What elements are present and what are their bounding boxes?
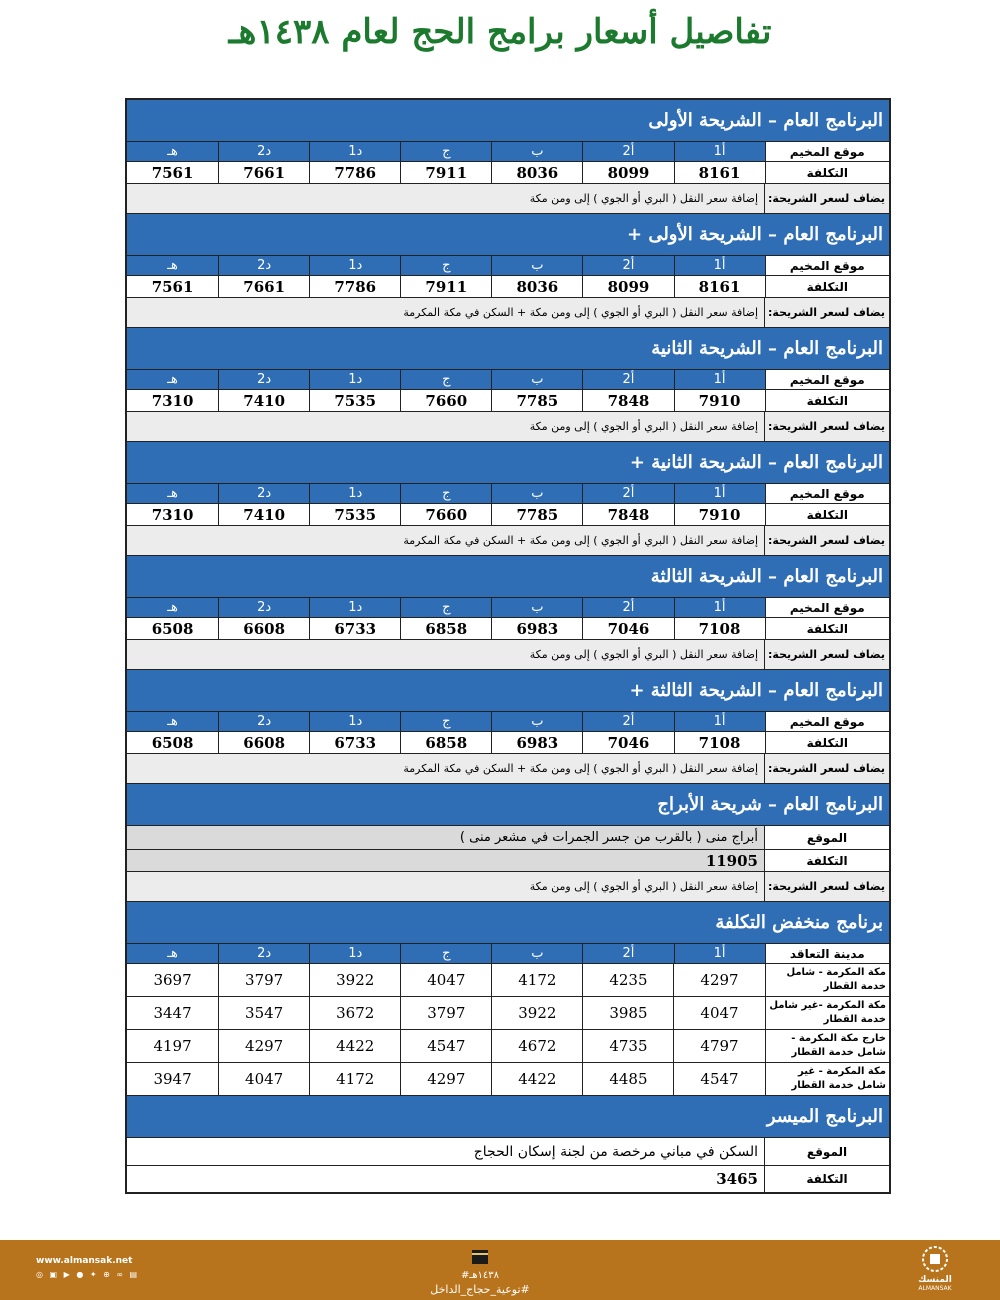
section-title: البرنامج العام – الشريحة الأولى bbox=[127, 100, 889, 142]
lowcost-value: 4235 bbox=[582, 964, 673, 996]
cost-value: 7785 bbox=[491, 390, 582, 411]
price-table bbox=[125, 98, 891, 1194]
kaaba-icon bbox=[468, 1246, 492, 1266]
category-7: هـ bbox=[167, 600, 178, 615]
contract-city-label: مكة المكرمة -غير شامل خدمة القطار bbox=[765, 997, 889, 1029]
cost-label: التكلفة bbox=[765, 276, 889, 297]
note-row bbox=[127, 640, 889, 670]
lowcost-value: 3922 bbox=[309, 964, 400, 996]
cost-value: 7561 bbox=[151, 278, 194, 296]
cost-label: التكلفة bbox=[765, 504, 889, 525]
note-text: إضافة سعر النقل ( البري أو الجوي ) إلى ومن مكة + السكن في مكة المكرمة bbox=[403, 534, 758, 547]
lowcost-row bbox=[127, 1030, 889, 1063]
cost-row bbox=[127, 390, 889, 412]
section-title: البرنامج العام – شريحة الأبراج bbox=[127, 784, 889, 826]
lowcost-value: 4422 bbox=[491, 1063, 582, 1095]
category-6: د2 bbox=[218, 142, 309, 161]
contract-city-label: خارج مكة المكرمة - شامل خدمة القطار bbox=[765, 1030, 889, 1062]
lowcost-value: 4422 bbox=[309, 1030, 400, 1062]
cost-value: 7046 bbox=[582, 732, 673, 753]
cost-value: 7910 bbox=[674, 504, 765, 525]
cost-value: 7910 bbox=[674, 390, 765, 411]
note-text: إضافة سعر النقل ( البري أو الجوي ) إلى ومن مكة bbox=[529, 192, 758, 205]
section-title: البرنامج العام – الشريحة الثانية + bbox=[127, 442, 889, 484]
cost-row bbox=[127, 618, 889, 640]
note-row bbox=[127, 298, 889, 328]
page-title: تفاصيل أسعار برامج الحج لعام ١٤٣٨هـ bbox=[228, 12, 772, 52]
note-row bbox=[127, 412, 889, 442]
cost-value: 7661 bbox=[218, 162, 309, 183]
category-2: أ2 bbox=[582, 256, 673, 275]
cost-value: 6608 bbox=[218, 618, 309, 639]
note-text: إضافة سعر النقل ( البري أو الجوي ) إلى ومن مكة + السكن في مكة المكرمة bbox=[403, 306, 758, 319]
cost-value: 7310 bbox=[151, 392, 194, 410]
camp-location-label: موقع المخيم bbox=[765, 142, 889, 161]
cost-value: 8161 bbox=[674, 162, 765, 183]
cost-value: 7786 bbox=[309, 276, 400, 297]
category-1: أ1 bbox=[674, 142, 765, 161]
social-icons[interactable]: ◎ ▣ ▶ ● ✦ ⊕ ∞ ▤ bbox=[36, 1270, 140, 1279]
category-4: ج bbox=[400, 370, 491, 389]
cost-value: 6608 bbox=[218, 732, 309, 753]
cost-value: 6733 bbox=[309, 618, 400, 639]
lowcost-value: 4485 bbox=[582, 1063, 673, 1095]
category-5: د1 bbox=[309, 598, 400, 617]
cost-row bbox=[127, 504, 889, 526]
added-label: يضاف لسعر الشريحة: bbox=[764, 754, 889, 783]
cost-value: 6858 bbox=[400, 618, 491, 639]
cost-value: 7535 bbox=[309, 504, 400, 525]
location-label: الموقع bbox=[764, 1138, 889, 1165]
added-label: يضاف لسعر الشريحة: bbox=[764, 640, 889, 669]
note-row bbox=[127, 526, 889, 556]
cost-value: 8099 bbox=[582, 162, 673, 183]
section-title: برنامج منخفض التكلفة bbox=[127, 902, 889, 944]
category-6: د2 bbox=[218, 598, 309, 617]
cost-value: 6983 bbox=[491, 732, 582, 753]
cost-value: 6508 bbox=[151, 620, 194, 638]
lowcost-value: 4172 bbox=[491, 964, 582, 996]
category-header-row bbox=[127, 944, 889, 964]
added-label: يضاف لسعر الشريحة: bbox=[764, 412, 889, 441]
category-7: هـ bbox=[167, 486, 178, 501]
note-text: إضافة سعر النقل ( البري أو الجوي ) إلى ومن مكة + السكن في مكة المكرمة bbox=[403, 762, 758, 775]
footer-bar bbox=[0, 1240, 1000, 1300]
note-row bbox=[127, 754, 889, 784]
cost-label: التكلفة bbox=[765, 162, 889, 183]
cost-label: التكلفة bbox=[764, 850, 889, 871]
lowcost-value: 3672 bbox=[309, 997, 400, 1029]
almansak-logo bbox=[910, 1244, 960, 1292]
cost-value: 7660 bbox=[400, 390, 491, 411]
lowcost-value: 3447 bbox=[153, 1004, 192, 1022]
cost-value: 6733 bbox=[309, 732, 400, 753]
cost-label: التكلفة bbox=[765, 732, 889, 753]
cost-label: التكلفة bbox=[765, 618, 889, 639]
note-row bbox=[127, 872, 889, 902]
cost-row bbox=[127, 162, 889, 184]
category-header-row bbox=[127, 256, 889, 276]
cost-value: 7535 bbox=[309, 390, 400, 411]
category-3: ب bbox=[491, 370, 582, 389]
note-text: إضافة سعر النقل ( البري أو الجوي ) إلى ومن مكة bbox=[529, 648, 758, 661]
category-4: ج bbox=[400, 712, 491, 731]
lowcost-value: 3947 bbox=[153, 1070, 192, 1088]
camp-location-label: مدينة التعاقد bbox=[765, 944, 889, 963]
added-label: يضاف لسعر الشريحة: bbox=[764, 526, 889, 555]
category-3: ب bbox=[491, 598, 582, 617]
category-4: ج bbox=[400, 944, 491, 963]
category-1: أ1 bbox=[674, 484, 765, 503]
lowcost-value: 4297 bbox=[400, 1063, 491, 1095]
lowcost-value: 3697 bbox=[153, 971, 192, 989]
cost-row bbox=[127, 1166, 889, 1192]
category-header-row bbox=[127, 598, 889, 618]
camp-location-label: موقع المخيم bbox=[765, 598, 889, 617]
category-3: ب bbox=[491, 944, 582, 963]
category-header-row bbox=[127, 712, 889, 732]
lowcost-value: 4297 bbox=[673, 964, 764, 996]
lowcost-value: 3797 bbox=[400, 997, 491, 1029]
cost-value: 7785 bbox=[491, 504, 582, 525]
category-2: أ2 bbox=[582, 142, 673, 161]
category-1: أ1 bbox=[674, 712, 765, 731]
cost-value: 6858 bbox=[400, 732, 491, 753]
cost-value: 3465 bbox=[716, 1170, 758, 1188]
category-6: د2 bbox=[218, 256, 309, 275]
category-7: هـ bbox=[167, 144, 178, 159]
lowcost-value: 4172 bbox=[309, 1063, 400, 1095]
cost-label: التكلفة bbox=[765, 390, 889, 411]
cost-label: التكلفة bbox=[764, 1166, 889, 1192]
category-6: د2 bbox=[218, 484, 309, 503]
category-4: ج bbox=[400, 598, 491, 617]
camp-location-label: موقع المخيم bbox=[765, 712, 889, 731]
cost-value: 7911 bbox=[400, 162, 491, 183]
category-3: ب bbox=[491, 484, 582, 503]
lowcost-value: 4047 bbox=[218, 1063, 309, 1095]
category-2: أ2 bbox=[582, 598, 673, 617]
category-1: أ1 bbox=[674, 598, 765, 617]
lowcost-row bbox=[127, 997, 889, 1030]
category-5: د1 bbox=[309, 142, 400, 161]
category-4: ج bbox=[400, 484, 491, 503]
category-2: أ2 bbox=[582, 712, 673, 731]
category-7: هـ bbox=[167, 946, 178, 961]
category-header-row bbox=[127, 484, 889, 504]
cost-value: 7661 bbox=[218, 276, 309, 297]
cost-value: 6983 bbox=[491, 618, 582, 639]
cost-value: 7108 bbox=[674, 732, 765, 753]
awareness-hashtag: #توعية_حجاج_الداخل bbox=[430, 1283, 530, 1296]
category-7: هـ bbox=[167, 258, 178, 273]
section-title: البرنامج العام – الشريحة الثانية bbox=[127, 328, 889, 370]
cost-value: 8161 bbox=[674, 276, 765, 297]
cost-value: 7848 bbox=[582, 504, 673, 525]
note-text: إضافة سعر النقل ( البري أو الجوي ) إلى ومن مكة bbox=[529, 420, 758, 433]
added-label: يضاف لسعر الشريحة: bbox=[764, 872, 889, 901]
lowcost-value: 4797 bbox=[673, 1030, 764, 1062]
cost-value: 7410 bbox=[218, 504, 309, 525]
location-value: السكن في مباني مرخصة من لجنة إسكان الحجاج bbox=[473, 1144, 758, 1160]
logo-text: المنسك bbox=[918, 1275, 952, 1285]
lowcost-value: 4547 bbox=[400, 1030, 491, 1062]
section-title: البرنامج الميسر bbox=[127, 1096, 889, 1138]
note-row bbox=[127, 184, 889, 214]
section-title: البرنامج العام – الشريحة الأولى + bbox=[127, 214, 889, 256]
cost-value: 7310 bbox=[151, 506, 194, 524]
category-1: أ1 bbox=[674, 370, 765, 389]
category-3: ب bbox=[491, 256, 582, 275]
category-header-row bbox=[127, 142, 889, 162]
cost-value: 11905 bbox=[127, 850, 764, 871]
cost-value: 7660 bbox=[400, 504, 491, 525]
category-5: د1 bbox=[309, 256, 400, 275]
camp-location-label: موقع المخيم bbox=[765, 256, 889, 275]
cost-value: 7911 bbox=[400, 276, 491, 297]
category-4: ج bbox=[400, 256, 491, 275]
category-2: أ2 bbox=[582, 484, 673, 503]
cost-value: 8036 bbox=[491, 162, 582, 183]
lowcost-row bbox=[127, 1063, 889, 1096]
category-2: أ2 bbox=[582, 944, 673, 963]
cost-row bbox=[127, 732, 889, 754]
category-7: هـ bbox=[167, 714, 178, 729]
cost-value: 7848 bbox=[582, 390, 673, 411]
contract-city-label: مكة المكرمة - شامل خدمة القطار bbox=[765, 964, 889, 996]
category-3: ب bbox=[491, 142, 582, 161]
lowcost-value: 4047 bbox=[673, 997, 764, 1029]
note-text: إضافة سعر النقل ( البري أو الجوي ) إلى ومن مكة bbox=[529, 880, 758, 893]
cost-value: 7410 bbox=[218, 390, 309, 411]
location-row bbox=[127, 826, 889, 850]
category-6: د2 bbox=[218, 944, 309, 963]
category-1: أ1 bbox=[674, 256, 765, 275]
lowcost-value: 3797 bbox=[218, 964, 309, 996]
category-5: د1 bbox=[309, 712, 400, 731]
section-title: البرنامج العام – الشريحة الثالثة + bbox=[127, 670, 889, 712]
category-1: أ1 bbox=[674, 944, 765, 963]
location-label: الموقع bbox=[764, 826, 889, 849]
category-5: د1 bbox=[309, 944, 400, 963]
cost-value: 8099 bbox=[582, 276, 673, 297]
added-label: يضاف لسعر الشريحة: bbox=[764, 298, 889, 327]
added-label: يضاف لسعر الشريحة: bbox=[764, 184, 889, 213]
logo-latin: ALMANSAK bbox=[918, 1285, 952, 1292]
cost-value: 7561 bbox=[151, 164, 194, 182]
lowcost-value: 3547 bbox=[218, 997, 309, 1029]
lowcost-value: 3922 bbox=[491, 997, 582, 1029]
location-value: أبراج منى ( بالقرب من جسر الجمرات في مشعر منى ) bbox=[127, 826, 764, 849]
cost-row bbox=[127, 276, 889, 298]
cost-value: 7108 bbox=[674, 618, 765, 639]
lowcost-value: 4547 bbox=[673, 1063, 764, 1095]
logo-emblem-icon bbox=[917, 1244, 953, 1274]
cost-value: 7786 bbox=[309, 162, 400, 183]
contract-city-label: مكة المكرمة - غير شامل خدمة القطار bbox=[765, 1063, 889, 1095]
cost-value: 7046 bbox=[582, 618, 673, 639]
footer-center bbox=[430, 1246, 530, 1296]
category-3: ب bbox=[491, 712, 582, 731]
lowcost-value: 4197 bbox=[153, 1037, 192, 1055]
category-7: هـ bbox=[167, 372, 178, 387]
category-5: د1 bbox=[309, 370, 400, 389]
category-header-row bbox=[127, 370, 889, 390]
location-row bbox=[127, 1138, 889, 1166]
lowcost-value: 3985 bbox=[582, 997, 673, 1029]
website-url[interactable]: www.almansak.net bbox=[36, 1256, 133, 1266]
camp-location-label: موقع المخيم bbox=[765, 484, 889, 503]
category-5: د1 bbox=[309, 484, 400, 503]
cost-row bbox=[127, 850, 889, 872]
category-6: د2 bbox=[218, 712, 309, 731]
lowcost-row bbox=[127, 964, 889, 997]
category-2: أ2 bbox=[582, 370, 673, 389]
lowcost-value: 4047 bbox=[400, 964, 491, 996]
cost-value: 8036 bbox=[491, 276, 582, 297]
lowcost-value: 4297 bbox=[218, 1030, 309, 1062]
camp-location-label: موقع المخيم bbox=[765, 370, 889, 389]
category-4: ج bbox=[400, 142, 491, 161]
year-hashtag: #١٤٣٨هـ bbox=[460, 1270, 500, 1281]
cost-value: 6508 bbox=[151, 734, 194, 752]
section-title: البرنامج العام – الشريحة الثالثة bbox=[127, 556, 889, 598]
lowcost-value: 4672 bbox=[491, 1030, 582, 1062]
lowcost-value: 4735 bbox=[582, 1030, 673, 1062]
category-6: د2 bbox=[218, 370, 309, 389]
